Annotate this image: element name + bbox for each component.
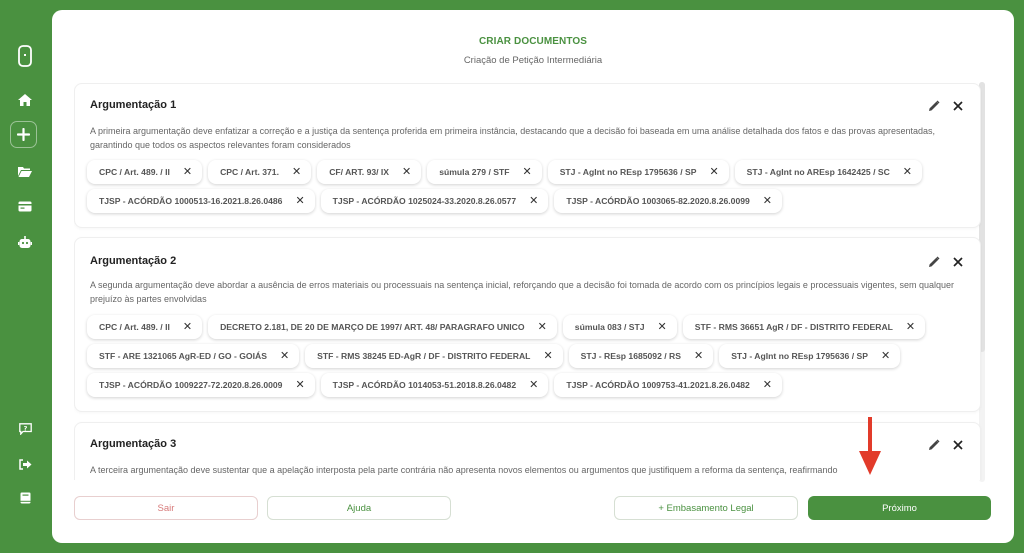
chip-label: TJSP - ACÓRDÃO 1009227-72.2020.8.26.0009	[99, 380, 283, 390]
argument-description: A primeira argumentação deve enfatizar a correção e a justiça da sentença proferida em primeira instância, destacando que a decisão foi baseada em uma análise detalhada dos fatos e das provas apresentadas, garantindo que todos os aspectos relevantes foram considerados	[90, 126, 936, 150]
svg-text:?: ?	[23, 424, 27, 433]
add-legal-basis-button[interactable]: + Embasamento Legal	[614, 496, 798, 520]
chip-label: TJSP - ACÓRDÃO 1003065-82.2020.8.26.0099	[566, 196, 750, 206]
argument-title: Argumentação 2	[90, 255, 177, 267]
reference-chip	[87, 315, 202, 339]
chip-remove-icon[interactable]: ✕	[295, 378, 305, 391]
argument-card-2	[74, 237, 981, 412]
robot-icon[interactable]	[0, 234, 50, 250]
reference-chip	[305, 344, 563, 368]
chip-label: STF - RMS 36651 AgR / DF - DISTRITO FEDERAL	[694, 322, 893, 332]
chip-label: CPC / Art. 489. / II	[99, 167, 170, 177]
chip-label: CPC / Art. 489. / II	[99, 322, 170, 332]
sign-out-icon[interactable]	[0, 457, 50, 471]
argument-description: A segunda argumentação deve abordar a ausência de erros materiais ou processuais na sentença inicial, reforçando que a decisão foi tomada de acordo com os princípios legais e processuais vigentes, sem qualquer prejuízo às partes envolvidas	[90, 280, 955, 304]
close-icon[interactable]	[951, 99, 964, 112]
pencil-icon[interactable]	[927, 99, 940, 112]
new-document-button[interactable]	[10, 121, 37, 148]
chip-label: TJSP - ACÓRDÃO 1014053-51.2018.8.26.0482	[332, 380, 517, 390]
reference-chip	[321, 373, 549, 397]
chip-remove-icon[interactable]: ✕	[529, 378, 539, 391]
chip-label: STJ - REsp 1685092 / RS	[580, 351, 681, 361]
legal-references	[87, 315, 968, 397]
reference-chip	[427, 160, 541, 184]
chip-remove-icon[interactable]: ✕	[529, 194, 539, 207]
book-icon[interactable]	[0, 491, 50, 505]
chip-label: súmula 083 / STJ	[574, 322, 645, 332]
argument-title: Argumentação 1	[90, 99, 177, 111]
chip-remove-icon[interactable]: ✕	[279, 349, 290, 362]
chip-remove-icon[interactable]: ✕	[880, 349, 891, 362]
close-icon[interactable]	[951, 438, 964, 451]
chip-remove-icon[interactable]: ✕	[762, 378, 773, 391]
arguments-list	[74, 83, 982, 480]
chip-label: CF/ ART. 93/ IX	[329, 167, 390, 177]
chip-label: súmula 279 / STF	[439, 167, 510, 177]
chip-label: STJ - AgInt no REsp 1795636 / SP	[559, 167, 697, 177]
argument-card-1	[74, 83, 981, 228]
chip-remove-icon[interactable]: ✕	[709, 165, 719, 178]
chip-label: CPC / Art. 371.	[220, 167, 279, 177]
exit-button[interactable]: Sair	[74, 496, 258, 520]
chip-remove-icon[interactable]: ✕	[657, 320, 667, 333]
credit-card-icon[interactable]	[0, 199, 50, 213]
reference-chip	[321, 189, 549, 213]
reference-chip	[683, 315, 925, 339]
chip-remove-icon[interactable]: ✕	[182, 165, 193, 178]
argument-title: Argumentação 3	[90, 438, 177, 450]
chip-remove-icon[interactable]: ✕	[902, 165, 912, 178]
chip-label: STF - ARE 1321065 AgR-ED / GO - GOIÁS	[99, 351, 267, 361]
chip-remove-icon[interactable]: ✕	[295, 194, 305, 207]
chip-label: STF - RMS 38245 ED-AgR / DF - DISTRITO FEDERAL	[317, 351, 531, 361]
home-icon[interactable]	[0, 92, 50, 108]
reference-chip	[87, 344, 299, 368]
argument-description: A terceira argumentação deve sustentar que a apelação interposta pela parte contrária não apresenta novos elementos ou argumentos que justifiquem a reforma da sentença, reafirmando	[90, 465, 838, 475]
main-panel	[52, 10, 1014, 543]
reference-chip	[554, 373, 782, 397]
chip-remove-icon[interactable]: ✕	[182, 320, 193, 333]
reference-chip	[554, 189, 782, 213]
reference-chip	[569, 344, 714, 368]
page-title: CRIAR DOCUMENTOS	[478, 36, 588, 47]
chip-remove-icon[interactable]: ✕	[291, 165, 302, 178]
chip-label: STJ - AgInt no REsp 1795636 / SP	[731, 351, 868, 361]
question-chat-icon[interactable]	[0, 422, 50, 436]
reference-chip	[317, 160, 421, 184]
phone-logo-icon[interactable]	[0, 44, 50, 68]
plus-icon	[17, 128, 30, 141]
close-icon[interactable]	[951, 255, 964, 268]
reference-chip	[208, 160, 311, 184]
chip-remove-icon[interactable]: ✕	[543, 349, 553, 362]
page-subtitle: Criação de Petição Intermediária	[463, 55, 603, 66]
pencil-icon[interactable]	[927, 438, 940, 451]
reference-chip	[735, 160, 922, 184]
help-button[interactable]: Ajuda	[267, 496, 451, 520]
chip-remove-icon[interactable]: ✕	[905, 320, 916, 333]
legal-references	[87, 160, 968, 213]
reference-chip	[548, 160, 729, 184]
chip-remove-icon[interactable]: ✕	[522, 165, 532, 178]
reference-chip	[87, 160, 202, 184]
chip-remove-icon[interactable]: ✕	[402, 165, 412, 178]
chip-label: TJSP - ACÓRDÃO 1025024-33.2020.8.26.0577	[332, 196, 517, 206]
reference-chip	[563, 315, 677, 339]
sidebar	[0, 0, 50, 553]
reference-chip	[719, 344, 900, 368]
chip-remove-icon[interactable]: ✕	[762, 194, 773, 207]
chip-label: TJSP - ACÓRDÃO 1000513-16.2021.8.26.0486	[99, 196, 283, 206]
reference-chip	[87, 189, 315, 213]
reference-chip	[208, 315, 557, 339]
pencil-icon[interactable]	[927, 255, 940, 268]
chip-label: DECRETO 2.181, DE 20 DE MARÇO DE 1997/ ART. 48/ PARAGRAFO UNICO	[220, 322, 525, 332]
argument-card-3	[74, 422, 981, 480]
chip-remove-icon[interactable]: ✕	[693, 349, 704, 362]
next-button[interactable]: Próximo	[808, 496, 991, 520]
chip-label: STJ - AgInt no AREsp 1642425 / SC	[746, 167, 890, 177]
chip-label: TJSP - ACÓRDÃO 1009753-41.2021.8.26.0482	[566, 380, 750, 390]
folder-open-icon[interactable]	[0, 164, 50, 178]
chip-remove-icon[interactable]: ✕	[537, 320, 547, 333]
reference-chip	[87, 373, 315, 397]
